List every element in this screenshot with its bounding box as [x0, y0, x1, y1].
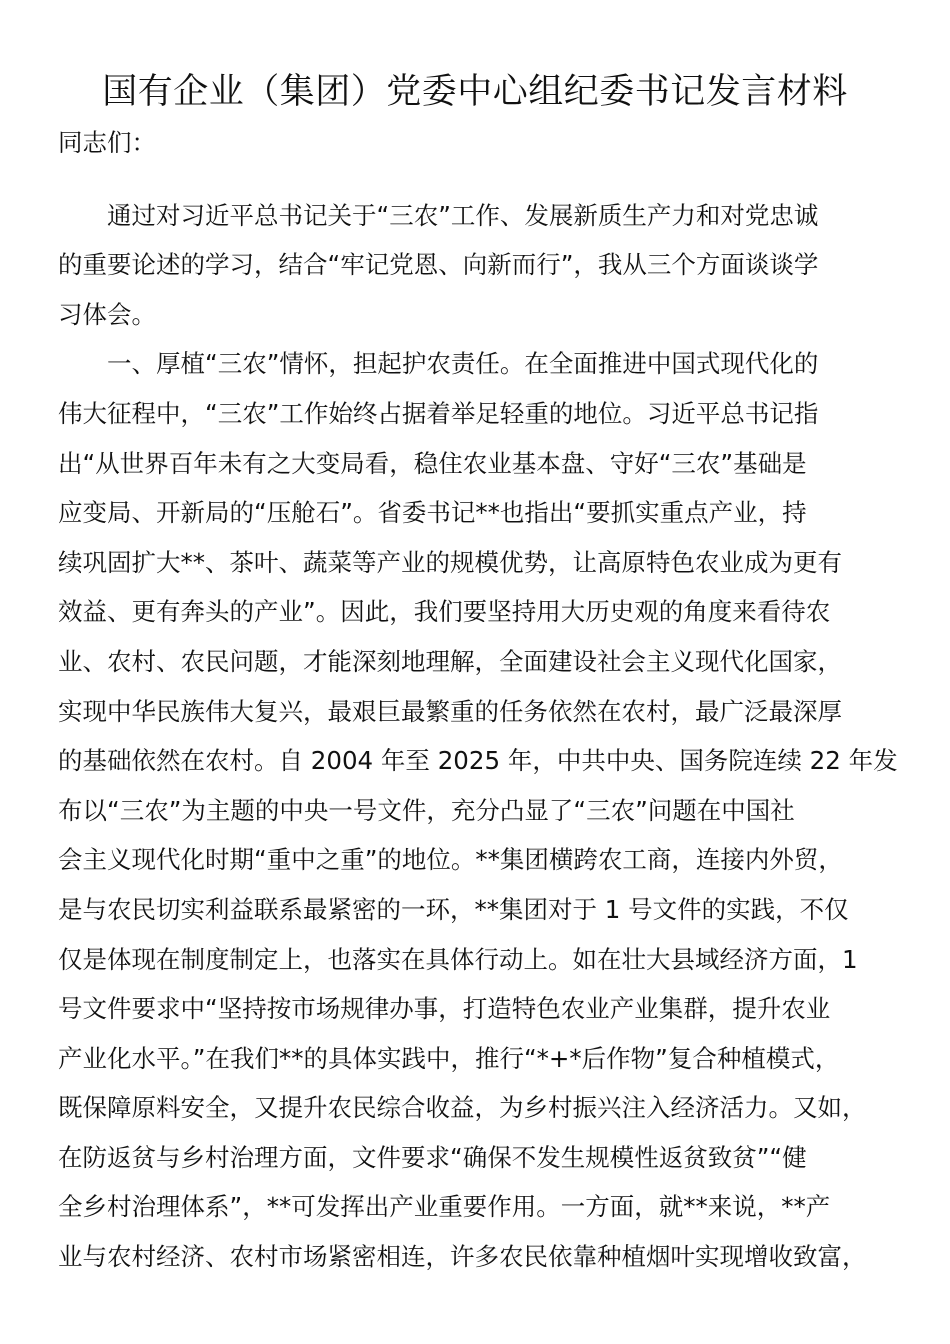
- text-line: 出“从世界百年未有之大变局看，稳住农业基本盘、守好“三农”基础是: [58, 448, 807, 478]
- paragraph-1: [58, 191, 908, 340]
- text-line: 业与农村经济、农村市场紧密相连，许多农民依靠种植烟叶实现增收致富，: [58, 1242, 867, 1272]
- text-line: 效益、更有奔头的产业”。因此，我们要坚持用大历史观的角度来看待农: [58, 597, 831, 627]
- document-title: 国有企业（集团）党委中心组纪委书记发言材料: [102, 72, 848, 112]
- text-line: 伟大征程中，“三农”工作始终占据着举足轻重的地位。习近平总书记指: [58, 398, 819, 428]
- text-line: 实现中华民族伟大复兴，最艰巨最繁重的任务依然在农村，最广泛最深厚: [58, 696, 842, 726]
- text-line: 号文件要求中“坚持按市场规律办事，打造特色农业产业集群，提升农业: [58, 994, 831, 1024]
- text-line: 的重要论述的学习，结合“牢记党恩、向新而行”，我从三个方面谈谈学: [58, 250, 819, 280]
- text-line: 业、农村、农民问题，才能深刻地理解，全面建设社会主义现代化国家，: [58, 646, 842, 676]
- text-line: 应变局、开新局的“压舱石”。省委书记**也指出“要抓实重点产业，持: [58, 498, 807, 528]
- text-line: 会主义现代化时期“重中之重”的地位。**集团横跨农工商，连接内外贸，: [58, 845, 843, 875]
- paragraph-spacing: [58, 168, 908, 191]
- salutation: 同志们：: [58, 128, 156, 157]
- text-line: 习体会。: [58, 299, 156, 329]
- paragraph-2: [58, 339, 908, 1281]
- text-line: 全乡村治理体系”，**可发挥出产业重要作用。一方面，就**来说，**产: [58, 1192, 831, 1222]
- text-line: 通过对习近平总书记关于“三农”工作、发展新质生产力和对党忠诚: [107, 200, 819, 230]
- text-line: 布以“三农”为主题的中央一号文件，充分凸显了“三农”问题在中国社: [58, 795, 795, 825]
- text-line: 是与农民切实利益联系最紧密的一环，**集团对于 1 号文件的实践，不仅: [58, 894, 849, 924]
- text-line: 的基础依然在农村。自 2004 年至 2025 年，中共中央、国务院连续 22 年发: [58, 746, 898, 776]
- text-line: 一、厚植“三农”情怀，担起护农责任。在全面推进中国式现代化的: [107, 349, 819, 379]
- text-line: 仅是体现在制度制定上，也落实在具体行动上。如在壮大县域经济方面，1: [58, 944, 858, 974]
- text-line: 在防返贫与乡村治理方面，文件要求“确保不发生规模性返贫致贫”“健: [58, 1142, 807, 1172]
- text-line: 产业化水平。”在我们**的具体实践中，推行“*+*后作物”复合种植模式，: [58, 1043, 840, 1073]
- text-line: 既保障原料安全，又提升农民综合收益，为乡村振兴注入经济活力。又如，: [58, 1093, 867, 1123]
- document-body: [58, 118, 908, 1282]
- text-line: 续巩固扩大**、茶叶、蔬菜等产业的规模优势，让高原特色农业成为更有: [58, 547, 842, 577]
